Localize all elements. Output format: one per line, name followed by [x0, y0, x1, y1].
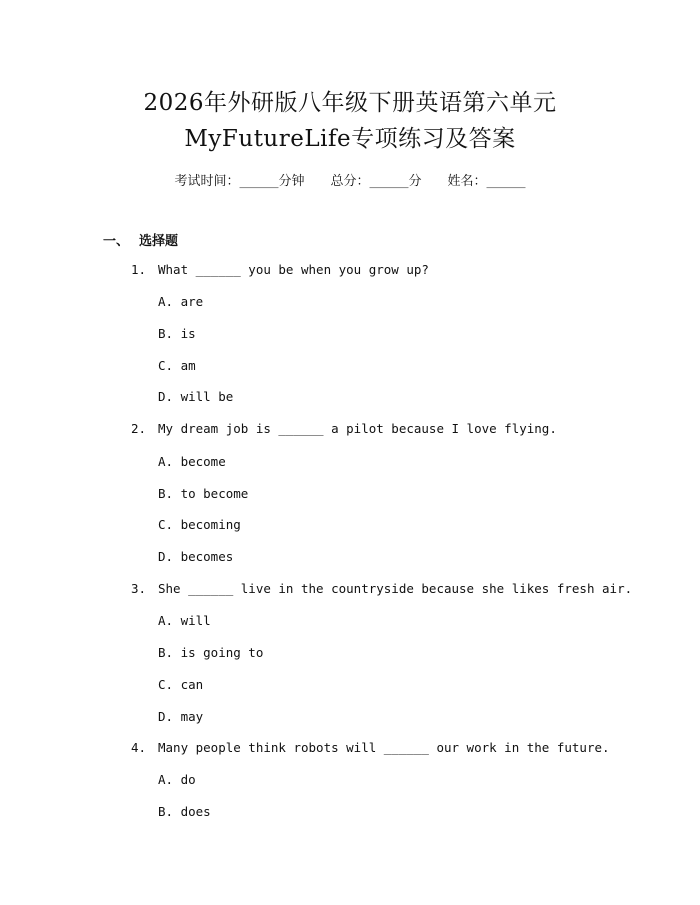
- total-score-field: 总分：______分: [330, 174, 422, 189]
- document-title-line-2: MyFutureLife专项练习及答案: [184, 126, 516, 152]
- question-4-option-a: A. do: [158, 772, 196, 787]
- question-3: [131, 581, 632, 596]
- document-title-line-1: 2026年外研版八年级下册英语第六单元: [143, 90, 557, 116]
- question-number: 1.: [131, 262, 147, 277]
- question-text: My dream job is ______ a pilot because I love flying.: [158, 421, 557, 436]
- question-2-option-b: B. to become: [158, 486, 249, 501]
- question-1: [131, 262, 429, 277]
- question-2: [131, 421, 557, 436]
- question-text: What ______ you be when you grow up?: [158, 262, 429, 277]
- section-title: 选择题: [139, 234, 179, 249]
- exam-time-field: 考试时间：______分钟: [174, 174, 305, 189]
- question-text: She ______ live in the countryside because she likes fresh air.: [158, 581, 633, 596]
- question-number: 4.: [131, 740, 147, 755]
- question-2-option-a: A. become: [158, 454, 226, 469]
- question-2-option-d: D. becomes: [158, 549, 234, 564]
- question-number: 3.: [131, 581, 147, 596]
- question-2-option-c: C. becoming: [158, 517, 241, 532]
- question-number: 2.: [131, 421, 147, 436]
- question-3-option-a: A. will: [158, 613, 211, 628]
- name-field: 姓名：______: [447, 174, 526, 189]
- question-text: Many people think robots will ______ our work in the future.: [158, 740, 610, 755]
- exam-meta-line: [0, 170, 700, 189]
- question-3-option-d: D. may: [158, 709, 204, 724]
- question-4: [131, 740, 610, 755]
- question-4-option-b: B. does: [158, 804, 211, 819]
- question-3-option-c: C. can: [158, 677, 204, 692]
- section-heading: [103, 230, 178, 249]
- question-1-option-a: A. are: [158, 294, 204, 309]
- question-1-option-c: C. am: [158, 358, 196, 373]
- question-3-option-b: B. is going to: [158, 645, 264, 660]
- question-1-option-d: D. will be: [158, 389, 234, 404]
- section-number: 一、: [103, 234, 130, 249]
- question-1-option-b: B. is: [158, 326, 196, 341]
